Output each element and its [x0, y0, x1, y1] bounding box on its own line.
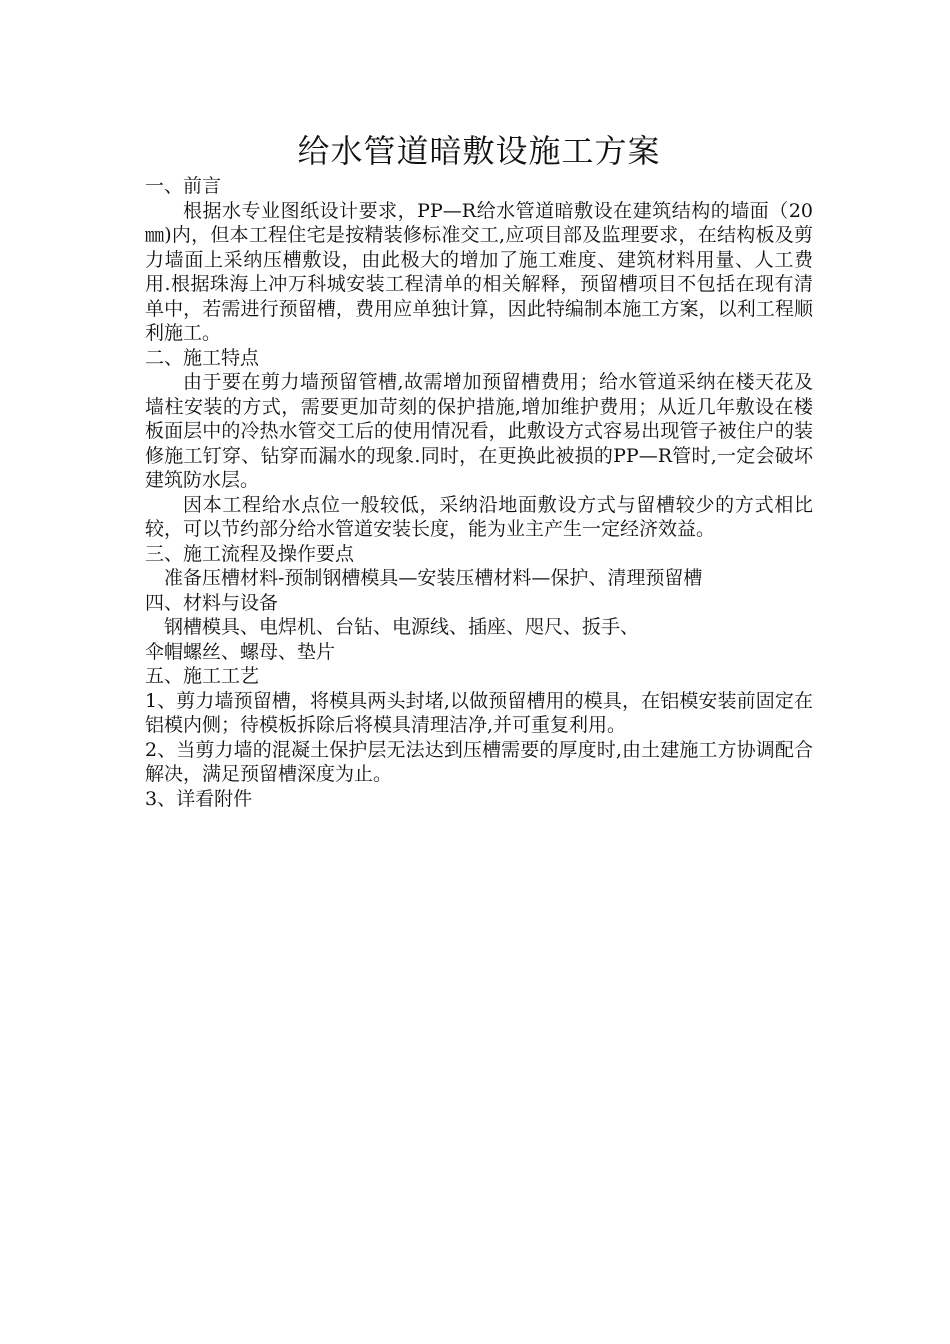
features-paragraph-1: 由于要在剪力墙预留管槽,故需增加预留槽费用；给水管道采纳在楼天花及墙柱安装的方式，需要更加苛刻的保护措施,增加维护费用；从近几年敷设在楼板面层中的冷热水管交工后的使用情况看，此敷设方式容易出现管子被住户的装修施工钉穿、钻穿而漏水的现象.同时，在更换此被损的PP—R管时,一定会破坏建筑防水层。	[145, 371, 813, 491]
process-paragraph: 准备压槽材料-预制钢槽模具—安装压槽材料—保护、清理预留槽	[164, 567, 703, 589]
technique-item-3: 3、详看附件	[145, 787, 253, 810]
document-title: 给水管道暗敷设施工方案	[297, 132, 661, 170]
features-paragraph-2: 因本工程给水点位一般较低，采纳沿地面敷设方式与留槽较少的方式相比较，可以节约部分给水管道安装长度，能为业主产生一定经济效益。	[145, 493, 813, 540]
technique-item-2: 2、当剪力墙的混凝土保护层无法达到压槽需要的厚度时,由土建施工方协调配合解决，满足预留槽深度为止。	[145, 738, 813, 785]
section-heading-materials: 四、材料与设备	[145, 591, 279, 614]
materials-line-1: 钢槽模具、电焊机、台钻、电源线、插座、咫尺、扳手、	[164, 616, 640, 638]
technique-item-1: 1、剪力墙预留槽，将模具两头封堵,以做预留槽用的模具，在铝模安装前固定在铝模内侧；待模板拆除后将模具清理洁净,并可重复利用。	[145, 689, 813, 736]
section-heading-preface: 一、前言	[145, 175, 222, 197]
materials-line-2: 伞帽螺丝、螺母、垫片	[145, 640, 336, 663]
preface-paragraph: 根据水专业图纸设计要求，PP—R给水管道暗敷设在建筑结构的墙面（20㎜)内，但本工程住宅是按精装修标准交工,应项目部及监理要求，在结构板及剪力墙面上采纳压槽敷设，由此极大的增加了施工难度、建筑材料用量、人工费用.根据珠海上冲万科城安装工程清单的相关解释，预留槽项目不包括在现有清单中，若需进行预留槽，费用应单独计算，因此特编制本施工方案，以利工程顺利施工。	[145, 199, 813, 344]
section-heading-technique: 五、施工工艺	[145, 665, 260, 687]
section-heading-process: 三、施工流程及操作要点	[145, 542, 355, 565]
document-body	[145, 128, 813, 811]
section-heading-features: 二、施工特点	[145, 346, 260, 369]
